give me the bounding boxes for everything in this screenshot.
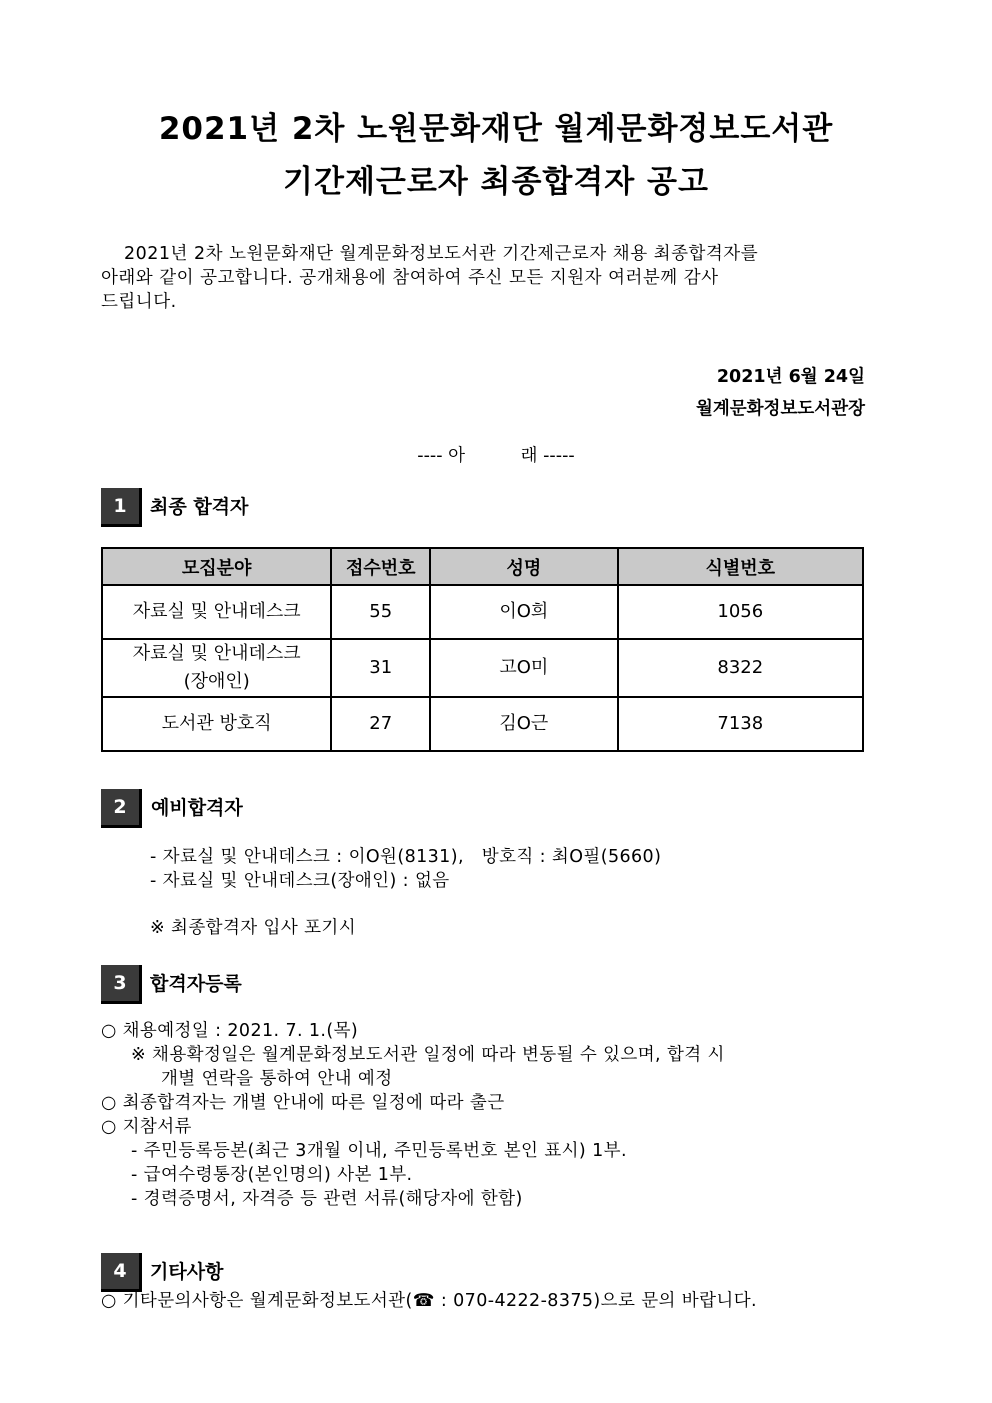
- intro-line-3: 드립니다.: [101, 292, 177, 312]
- cell-field-text: 도서관 방호직: [161, 713, 272, 734]
- notice-date: 2021년 6월 24일: [716, 367, 865, 387]
- section-3-number: 3: [101, 965, 142, 1004]
- section-2-number: 2: [101, 789, 142, 828]
- registration-line-8: - 경력증명서, 자격증 등 관련 서류(해당자에 한함): [131, 1189, 523, 1209]
- registration-line-2: ※ 채용확정일은 월계문화정보도서관 일정에 따라 변동될 수 있으며, 합격 시: [131, 1045, 725, 1065]
- section-1-number: 1: [101, 488, 142, 527]
- header-field: 모집분야: [102, 548, 331, 585]
- cell-receipt: 31: [331, 639, 430, 697]
- header-receipt: 접수번호: [331, 548, 430, 585]
- header-name: 성명: [430, 548, 617, 585]
- header-id: 식별번호: [618, 548, 863, 585]
- intro-line-2: 아래와 같이 공고합니다. 공개채용에 참여하여 주신 모든 지원자 여러분께 감사: [101, 268, 719, 288]
- section-4-title: 기타사항: [150, 1261, 224, 1283]
- registration-line-4: ○ 최종합격자는 개별 안내에 따른 일정에 따라 출근: [101, 1093, 505, 1113]
- section-3-title: 합격자등록: [150, 973, 242, 995]
- registration-line-7: - 급여수령통장(본인명의) 사본 1부.: [131, 1165, 413, 1185]
- registration-line-3: 개별 연락을 통하여 안내 예정: [161, 1069, 393, 1089]
- phone-icon: ☎: [412, 1291, 435, 1311]
- table-header-row: [102, 548, 863, 585]
- cell-field: [102, 585, 331, 639]
- registration-line-5: ○ 지참서류: [101, 1117, 192, 1137]
- cell-field-text: 자료실 및 안내데스크: [132, 601, 301, 622]
- table-row: [102, 697, 863, 751]
- cell-id: 8322: [618, 639, 863, 697]
- other-inquiry-prefix: ○ 기타문의사항은 월계문화정보도서관(: [101, 1291, 413, 1311]
- reserve-note: ※ 최종합격자 입사 포기시: [150, 918, 357, 938]
- title-line-2: 기간제근로자 최종합격자 공고: [283, 164, 709, 200]
- intro-line-1: 2021년 2차 노원문화재단 월계문화정보도서관 기간제근로자 채용 최종합격자를: [124, 244, 759, 264]
- cell-name: 김O근: [430, 697, 617, 751]
- cell-name: 고O미: [430, 639, 617, 697]
- cell-id: 7138: [618, 697, 863, 751]
- other-inquiry-suffix: : 070-4222-8375)으로 문의 바랍니다.: [434, 1291, 757, 1311]
- section-4-number: 4: [101, 1253, 142, 1292]
- signer: 월계문화정보도서관장: [695, 399, 865, 419]
- reserve-line-2: - 자료실 및 안내데스크(장애인) : 없음: [150, 871, 450, 891]
- cell-field-text: 자료실 및 안내데스크: [132, 643, 301, 664]
- cell-field: [102, 697, 331, 751]
- title-line-1: 2021년 2차 노원문화재단 월계문화정보도서관: [158, 111, 834, 147]
- section-1-title: 최종 합격자: [150, 496, 249, 518]
- reserve-line-1: - 자료실 및 안내데스크 : 이O원(8131), 방호직 : 최O필(5660): [150, 847, 662, 867]
- cell-receipt: 27: [331, 697, 430, 751]
- registration-line-6: - 주민등록등본(최근 3개월 이내, 주민등록번호 본인 표시) 1부.: [131, 1141, 627, 1161]
- cell-field-subtext: (장애인): [183, 671, 250, 692]
- cell-name: 이O희: [430, 585, 617, 639]
- below-marker: ---- 아 래 -----: [417, 446, 575, 466]
- table-row: [102, 639, 863, 697]
- final-results-table: [101, 547, 864, 752]
- cell-receipt: 55: [331, 585, 430, 639]
- cell-id: 1056: [618, 585, 863, 639]
- registration-line-1: ○ 채용예정일 : 2021. 7. 1.(목): [101, 1021, 359, 1041]
- section-2-title: 예비합격자: [151, 797, 243, 819]
- other-inquiry: [101, 1289, 757, 1313]
- table-row: [102, 585, 863, 639]
- cell-field: [102, 639, 331, 697]
